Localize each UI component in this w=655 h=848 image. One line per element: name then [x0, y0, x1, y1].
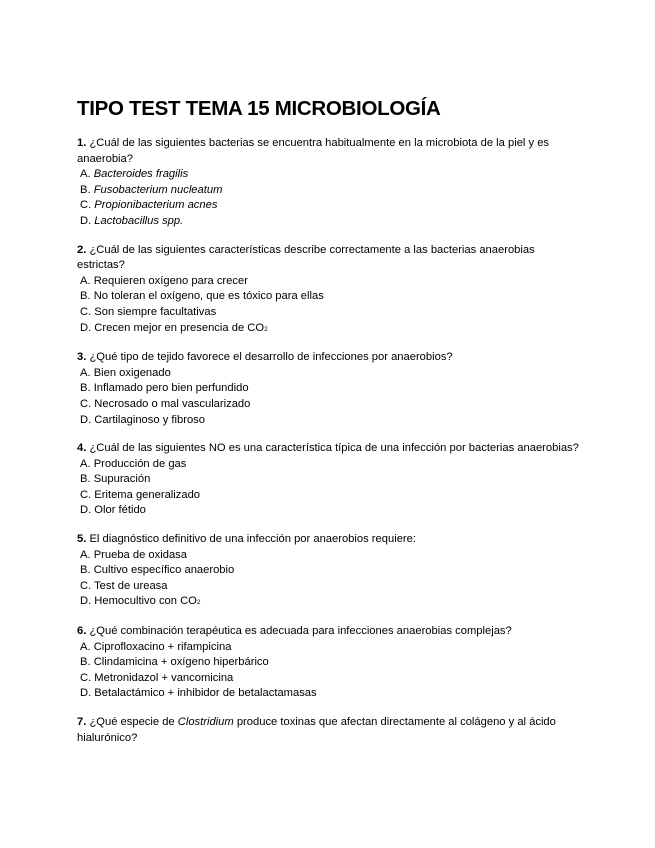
option-letter: C. [80, 579, 92, 592]
option-letter: A. [80, 366, 91, 379]
option-text: Betalactámico + inhibidor de betalactamasas [94, 687, 317, 700]
option-a [80, 366, 582, 382]
option-b [80, 655, 582, 671]
option-text: Test de ureasa [94, 579, 168, 592]
question-text-italic: Clostridium [177, 716, 234, 728]
option-b [80, 472, 582, 488]
option-list [77, 366, 582, 428]
option-letter: B. [80, 473, 91, 486]
option-list [77, 457, 582, 519]
option-d [80, 594, 582, 611]
option-text: Metronidazol + vancomicina [94, 671, 234, 684]
question-2 [77, 243, 582, 338]
option-letter: D. [80, 504, 92, 517]
option-text: Cultivo específico anaerobio [93, 564, 235, 577]
option-letter: B. [80, 656, 91, 669]
question-3 [77, 350, 582, 428]
question-stem [77, 243, 582, 274]
option-text: Olor fétido [94, 504, 146, 517]
option-c [80, 579, 582, 595]
option-letter: A. [80, 168, 91, 181]
option-a [80, 274, 582, 290]
question-text: ¿Cuál de las siguientes NO es una característica típica de una infección por bacterias anaerobias? [89, 442, 579, 455]
option-letter: A. [80, 640, 91, 653]
option-d [80, 503, 582, 519]
option-list [77, 274, 582, 337]
option-text: Crecen mejor en presencia de CO [94, 321, 265, 334]
option-d [80, 214, 582, 230]
question-text: El diagnóstico definitivo de una infección por anaerobios requiere: [89, 533, 416, 546]
question-text: ¿Cuál de las siguientes características describe correctamente a las bacterias anaerobias estrictas? [77, 243, 535, 272]
option-text: Lactobacillus spp. [94, 214, 184, 227]
question-number: 5. [77, 533, 87, 546]
option-text: Ciprofloxacino + rifampicina [93, 640, 232, 653]
option-c [80, 198, 582, 214]
option-b [80, 381, 582, 397]
question-list [77, 136, 582, 759]
option-text: Supuración [93, 473, 151, 486]
option-text: Fusobacterium nucleatum [93, 183, 223, 196]
option-text: No toleran el oxígeno, que es tóxico para ellas [93, 290, 324, 303]
question-text: ¿Qué combinación terapéutica es adecuada para infecciones anaerobias complejas? [89, 625, 512, 638]
question-stem [77, 136, 582, 167]
option-letter: C. [80, 488, 92, 501]
option-text: Requieren oxígeno para crecer [93, 274, 248, 287]
question-stem [77, 532, 582, 548]
question-text-start: ¿Qué especie de [89, 716, 178, 728]
question-stem [77, 624, 582, 640]
question-stem [77, 350, 582, 366]
document-title: TIPO TEST TEMA 15 MICROBIOLOGÍA [77, 97, 441, 120]
question-5 [77, 532, 582, 611]
option-text: Producción de gas [93, 457, 187, 470]
question-7 [77, 715, 582, 746]
option-list [77, 640, 582, 702]
option-a [80, 548, 582, 564]
option-text: Bien oxigenado [93, 366, 171, 379]
option-text: Eritema generalizado [94, 488, 201, 501]
option-c [80, 305, 582, 321]
question-number: 6. [77, 625, 87, 638]
option-a [80, 640, 582, 656]
option-list [77, 167, 582, 229]
option-text: Prueba de oxidasa [93, 548, 187, 561]
option-d [80, 321, 582, 338]
option-letter: D. [80, 595, 92, 608]
option-letter: C. [80, 671, 92, 684]
question-text-end: produce toxinas que afectan directamente al colágeno y al ácido hialurónico? [77, 716, 556, 744]
option-b [80, 183, 582, 199]
option-letter: B. [80, 183, 91, 196]
option-text: Necrosado o mal vascularizado [94, 397, 251, 410]
option-text: Propionibacterium acnes [94, 199, 218, 212]
option-text: Cartilaginoso y fibroso [94, 413, 205, 426]
option-letter: B. [80, 382, 91, 395]
option-letter: D. [80, 321, 92, 334]
option-c [80, 488, 582, 504]
question-number: 4. [77, 442, 87, 455]
option-letter: C. [80, 199, 92, 212]
option-letter: D. [80, 214, 92, 227]
option-letter: A. [80, 548, 91, 561]
question-stem [77, 715, 582, 746]
option-b [80, 289, 582, 305]
option-letter: C. [80, 305, 92, 318]
question-number: 7. [77, 716, 87, 728]
question-text: ¿Cuál de las siguientes bacterias se encuentra habitualmente en la microbiota de la piel y es anaerobia? [77, 137, 550, 165]
option-c [80, 397, 582, 413]
option-d [80, 686, 582, 702]
question-6 [77, 624, 582, 702]
option-letter: C. [80, 397, 92, 410]
question-text: ¿Qué tipo de tejido favorece el desarrollo de infecciones por anaerobios? [89, 351, 453, 364]
option-text: Inflamado pero bien perfundido [93, 382, 249, 395]
option-d [80, 413, 582, 429]
option-a [80, 167, 582, 183]
question-1 [77, 136, 582, 230]
question-number: 3. [77, 351, 87, 364]
option-a [80, 457, 582, 473]
question-stem [77, 441, 582, 457]
option-letter: D. [80, 413, 92, 426]
option-letter: B. [80, 290, 91, 303]
subscript: 2 [196, 599, 201, 607]
option-letter: A. [80, 457, 91, 470]
option-text: Hemocultivo con CO [94, 595, 197, 608]
option-letter: A. [80, 274, 91, 287]
option-text: Son siempre facultativas [94, 305, 217, 318]
option-c [80, 671, 582, 687]
option-list [77, 548, 582, 611]
option-text: Bacteroides fragilis [93, 168, 189, 181]
question-number: 1. [77, 137, 87, 149]
option-b [80, 563, 582, 579]
option-letter: B. [80, 564, 91, 577]
subscript: 2 [264, 325, 268, 333]
option-text: Clindamicina + oxígeno hiperbárico [93, 656, 269, 669]
question-number: 2. [77, 243, 87, 256]
question-4 [77, 441, 582, 519]
option-letter: D. [80, 687, 92, 700]
